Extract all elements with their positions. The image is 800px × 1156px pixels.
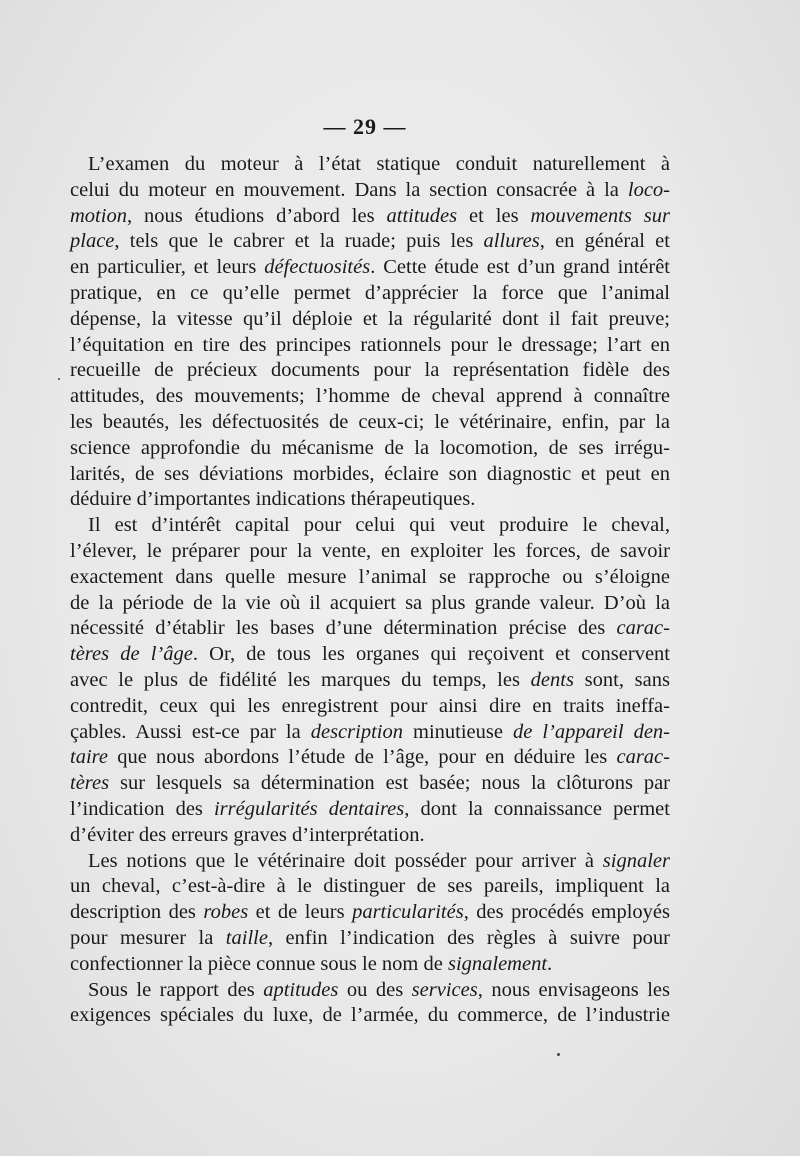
text-line xyxy=(70,204,670,230)
italic-text: carac- xyxy=(616,617,670,640)
text-segment: que nous abordons l’étude de l’âge, pour en déduire les xyxy=(107,746,617,769)
italic-text: de l’appareil den- xyxy=(512,720,670,743)
text-segment: minutieuse xyxy=(402,720,513,743)
text-segment: . Or, de tous les organes qui reçoivent et conservent xyxy=(192,643,670,666)
text-segment: çables. Aussi est-ce par la xyxy=(70,720,311,743)
text-line xyxy=(70,823,670,849)
body-text xyxy=(70,152,670,1029)
text-segment: et de leurs xyxy=(248,901,353,924)
italic-text: carac- xyxy=(616,746,670,769)
italic-text: loco- xyxy=(627,178,670,201)
text-segment: . Cette étude est d’un grand intérêt xyxy=(370,256,670,279)
text-segment: d’éviter des erreurs graves d’interprétation. xyxy=(70,823,425,846)
text-line xyxy=(70,720,670,746)
text-line xyxy=(70,462,670,488)
text-line xyxy=(70,642,670,668)
ink-speck xyxy=(58,378,60,380)
text-line xyxy=(70,513,670,539)
italic-text: signaler xyxy=(602,849,670,872)
text-line xyxy=(70,952,670,978)
text-segment: Les notions que le vétérinaire doit posséder pour arriver à xyxy=(88,849,603,872)
text-segment: L’examen du moteur à l’état statique conduit naturellement à xyxy=(88,153,670,175)
text-segment: en particulier, et leurs xyxy=(70,256,265,279)
italic-text: aptitudes xyxy=(263,978,339,1001)
text-segment: , tels que le cabrer et la ruade; puis les xyxy=(114,230,484,253)
text-segment: de la période de la vie où il acquiert sa plus grande valeur. D’où la xyxy=(70,591,670,614)
text-line xyxy=(70,152,670,178)
italic-text: mouvements sur xyxy=(530,204,670,227)
text-line xyxy=(70,307,670,333)
text-line xyxy=(70,410,670,436)
text-line xyxy=(70,616,670,642)
text-line xyxy=(70,797,670,823)
text-line xyxy=(70,333,670,359)
text-line xyxy=(70,229,670,255)
page-number: — 29 — xyxy=(323,114,407,139)
italic-text: dents xyxy=(530,668,574,691)
text-segment: description des xyxy=(70,901,204,924)
text-segment: exactement dans quelle mesure l’animal se rapproche ou s’éloigne xyxy=(70,565,670,588)
text-segment: dépense, la vitesse qu’il déploie et la régularité dont il fait preuve; xyxy=(70,307,670,330)
text-segment: l’indication des xyxy=(70,797,214,820)
text-line xyxy=(70,539,670,565)
text-segment: pratique, en ce qu’elle permet d’apprécier la force que l’animal xyxy=(70,281,670,304)
text-segment: recueille de précieux documents pour la représentation fidèle des xyxy=(70,359,670,382)
italic-text: irrégularités dentaires xyxy=(213,797,405,820)
text-line xyxy=(70,900,670,926)
text-line xyxy=(70,281,670,307)
text-line xyxy=(70,926,670,952)
text-segment: l’équitation en tire des principes rationnels pour le dressage; l’art en xyxy=(70,333,670,356)
italic-text: défectuosités xyxy=(264,256,371,279)
text-segment: , dont la connaissance permet xyxy=(404,797,670,820)
italic-text: description xyxy=(310,720,403,743)
text-line xyxy=(70,565,670,591)
text-segment: celui du moteur en mouvement. Dans la section consacrée à la xyxy=(70,178,628,201)
text-segment: , des procédés employés xyxy=(463,901,670,924)
text-line xyxy=(70,978,670,1004)
text-line xyxy=(70,487,670,513)
text-segment: exigences spéciales du luxe, de l’armée, du commerce, de l’industrie xyxy=(70,1004,670,1027)
text-line xyxy=(70,1003,670,1029)
text-line xyxy=(70,668,670,694)
text-line xyxy=(70,436,670,462)
italic-text: services xyxy=(411,978,478,1001)
text-line xyxy=(70,591,670,617)
italic-text: tères xyxy=(70,772,110,795)
text-segment: confectionner la pièce connue sous le nom de xyxy=(70,952,448,975)
italic-text: signalement xyxy=(447,952,548,975)
italic-text: allures xyxy=(483,230,540,253)
text-segment: larités, de ses déviations morbides, éclaire son diagnostic et peut en xyxy=(70,462,670,485)
text-segment: déduire d’importantes indications thérapeutiques. xyxy=(70,488,476,511)
italic-text: attitudes xyxy=(386,204,458,227)
italic-text: particularités xyxy=(352,901,464,924)
text-segment: . xyxy=(547,952,553,975)
text-segment: science approfondie du mécanisme de la locomotion, de ses irrégu- xyxy=(70,436,670,459)
text-line xyxy=(70,255,670,281)
text-segment: un cheval, c’est-à-dire à le distinguer de ses pareils, impliquent la xyxy=(70,875,670,898)
text-segment: , en général et xyxy=(539,230,670,253)
text-segment: , nous envisageons les xyxy=(477,978,671,1001)
text-segment: pour mesurer la xyxy=(70,926,226,949)
text-segment: ou des xyxy=(338,978,412,1001)
text-line xyxy=(70,874,670,900)
text-segment: sur lesquels sa détermination est basée; nous la clôturons par xyxy=(109,772,670,795)
text-line xyxy=(70,178,670,204)
ink-speck xyxy=(557,1053,560,1056)
text-segment: Sous le rapport des xyxy=(88,978,264,1001)
text-line xyxy=(70,771,670,797)
text-segment: avec le plus de fidélité les marques du temps, les xyxy=(70,668,531,691)
italic-text: motion xyxy=(70,204,127,227)
text-segment: les beautés, les défectuosités de ceux-ci; le vétérinaire, enfin, par la xyxy=(70,410,670,433)
italic-text: taire xyxy=(70,746,108,769)
text-line xyxy=(70,745,670,771)
text-segment: , enfin l’indication des règles à suivre pour xyxy=(267,926,670,949)
text-segment: et les xyxy=(457,204,531,227)
italic-text: tères de l’âge xyxy=(70,643,193,666)
text-line xyxy=(70,384,670,410)
italic-text: robes xyxy=(203,901,249,924)
text-line xyxy=(70,358,670,384)
text-segment: attitudes, des mouvements; l’homme de cheval apprend à connaître xyxy=(70,385,670,408)
text-segment: Il est d’intérêt capital pour celui qui veut produire le cheval, xyxy=(88,514,670,537)
text-line xyxy=(70,694,670,720)
text-segment: contredit, ceux qui les enregistrent pour ainsi dire en traits ineffa- xyxy=(70,694,670,717)
text-segment: l’élever, le préparer pour la vente, en exploiter les forces, de savoir xyxy=(70,539,670,562)
text-line xyxy=(70,849,670,875)
text-segment: sont, sans xyxy=(573,668,670,691)
italic-text: place xyxy=(70,230,115,253)
text-segment: , nous étudions d’abord les xyxy=(126,204,387,227)
text-segment: nécessité d’établir les bases d’une détermination précise des xyxy=(70,617,617,640)
italic-text: taille xyxy=(225,926,268,949)
